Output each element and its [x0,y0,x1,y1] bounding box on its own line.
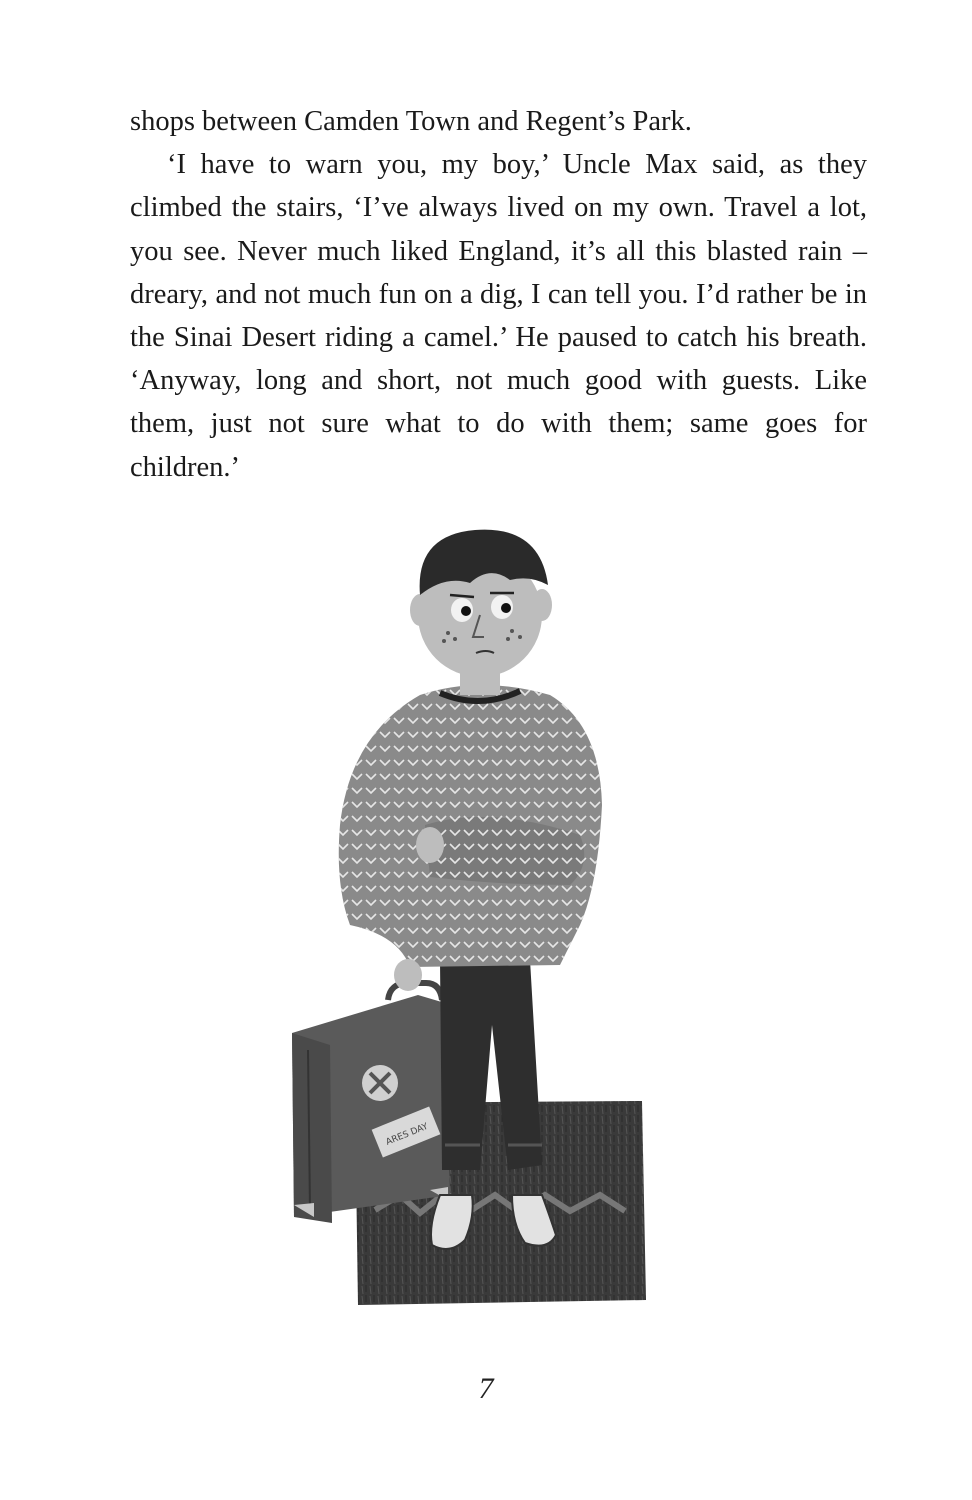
boy-head [410,530,552,695]
paragraph-continuation: shops between Camden Town and Regent’s Park. [130,106,692,137]
page-number: 7 [478,1372,494,1405]
body-text [130,100,867,489]
suitcase [292,983,450,1223]
paragraph-uncle-max: ‘I have to warn you, my boy,’ Uncle Max said, as they climbed the stairs, ‘I’ve always lived on my own. Travel a lot, you see. Never much liked England, it’s all this blasted rain – dreary, and not much fun on a dig, I can tell you. I’d rather be in the Sinai Desert riding a camel.’ He paused to catch his breath. ‘Anyway, long and short, not much good with guests. Like them, just not sure what to do with them; same goes for children.’ [130,149,867,483]
boy-with-suitcase-illustration [280,505,700,1320]
sweater [339,685,602,991]
suitcase-label-text: ARES DAY [384,1121,430,1148]
